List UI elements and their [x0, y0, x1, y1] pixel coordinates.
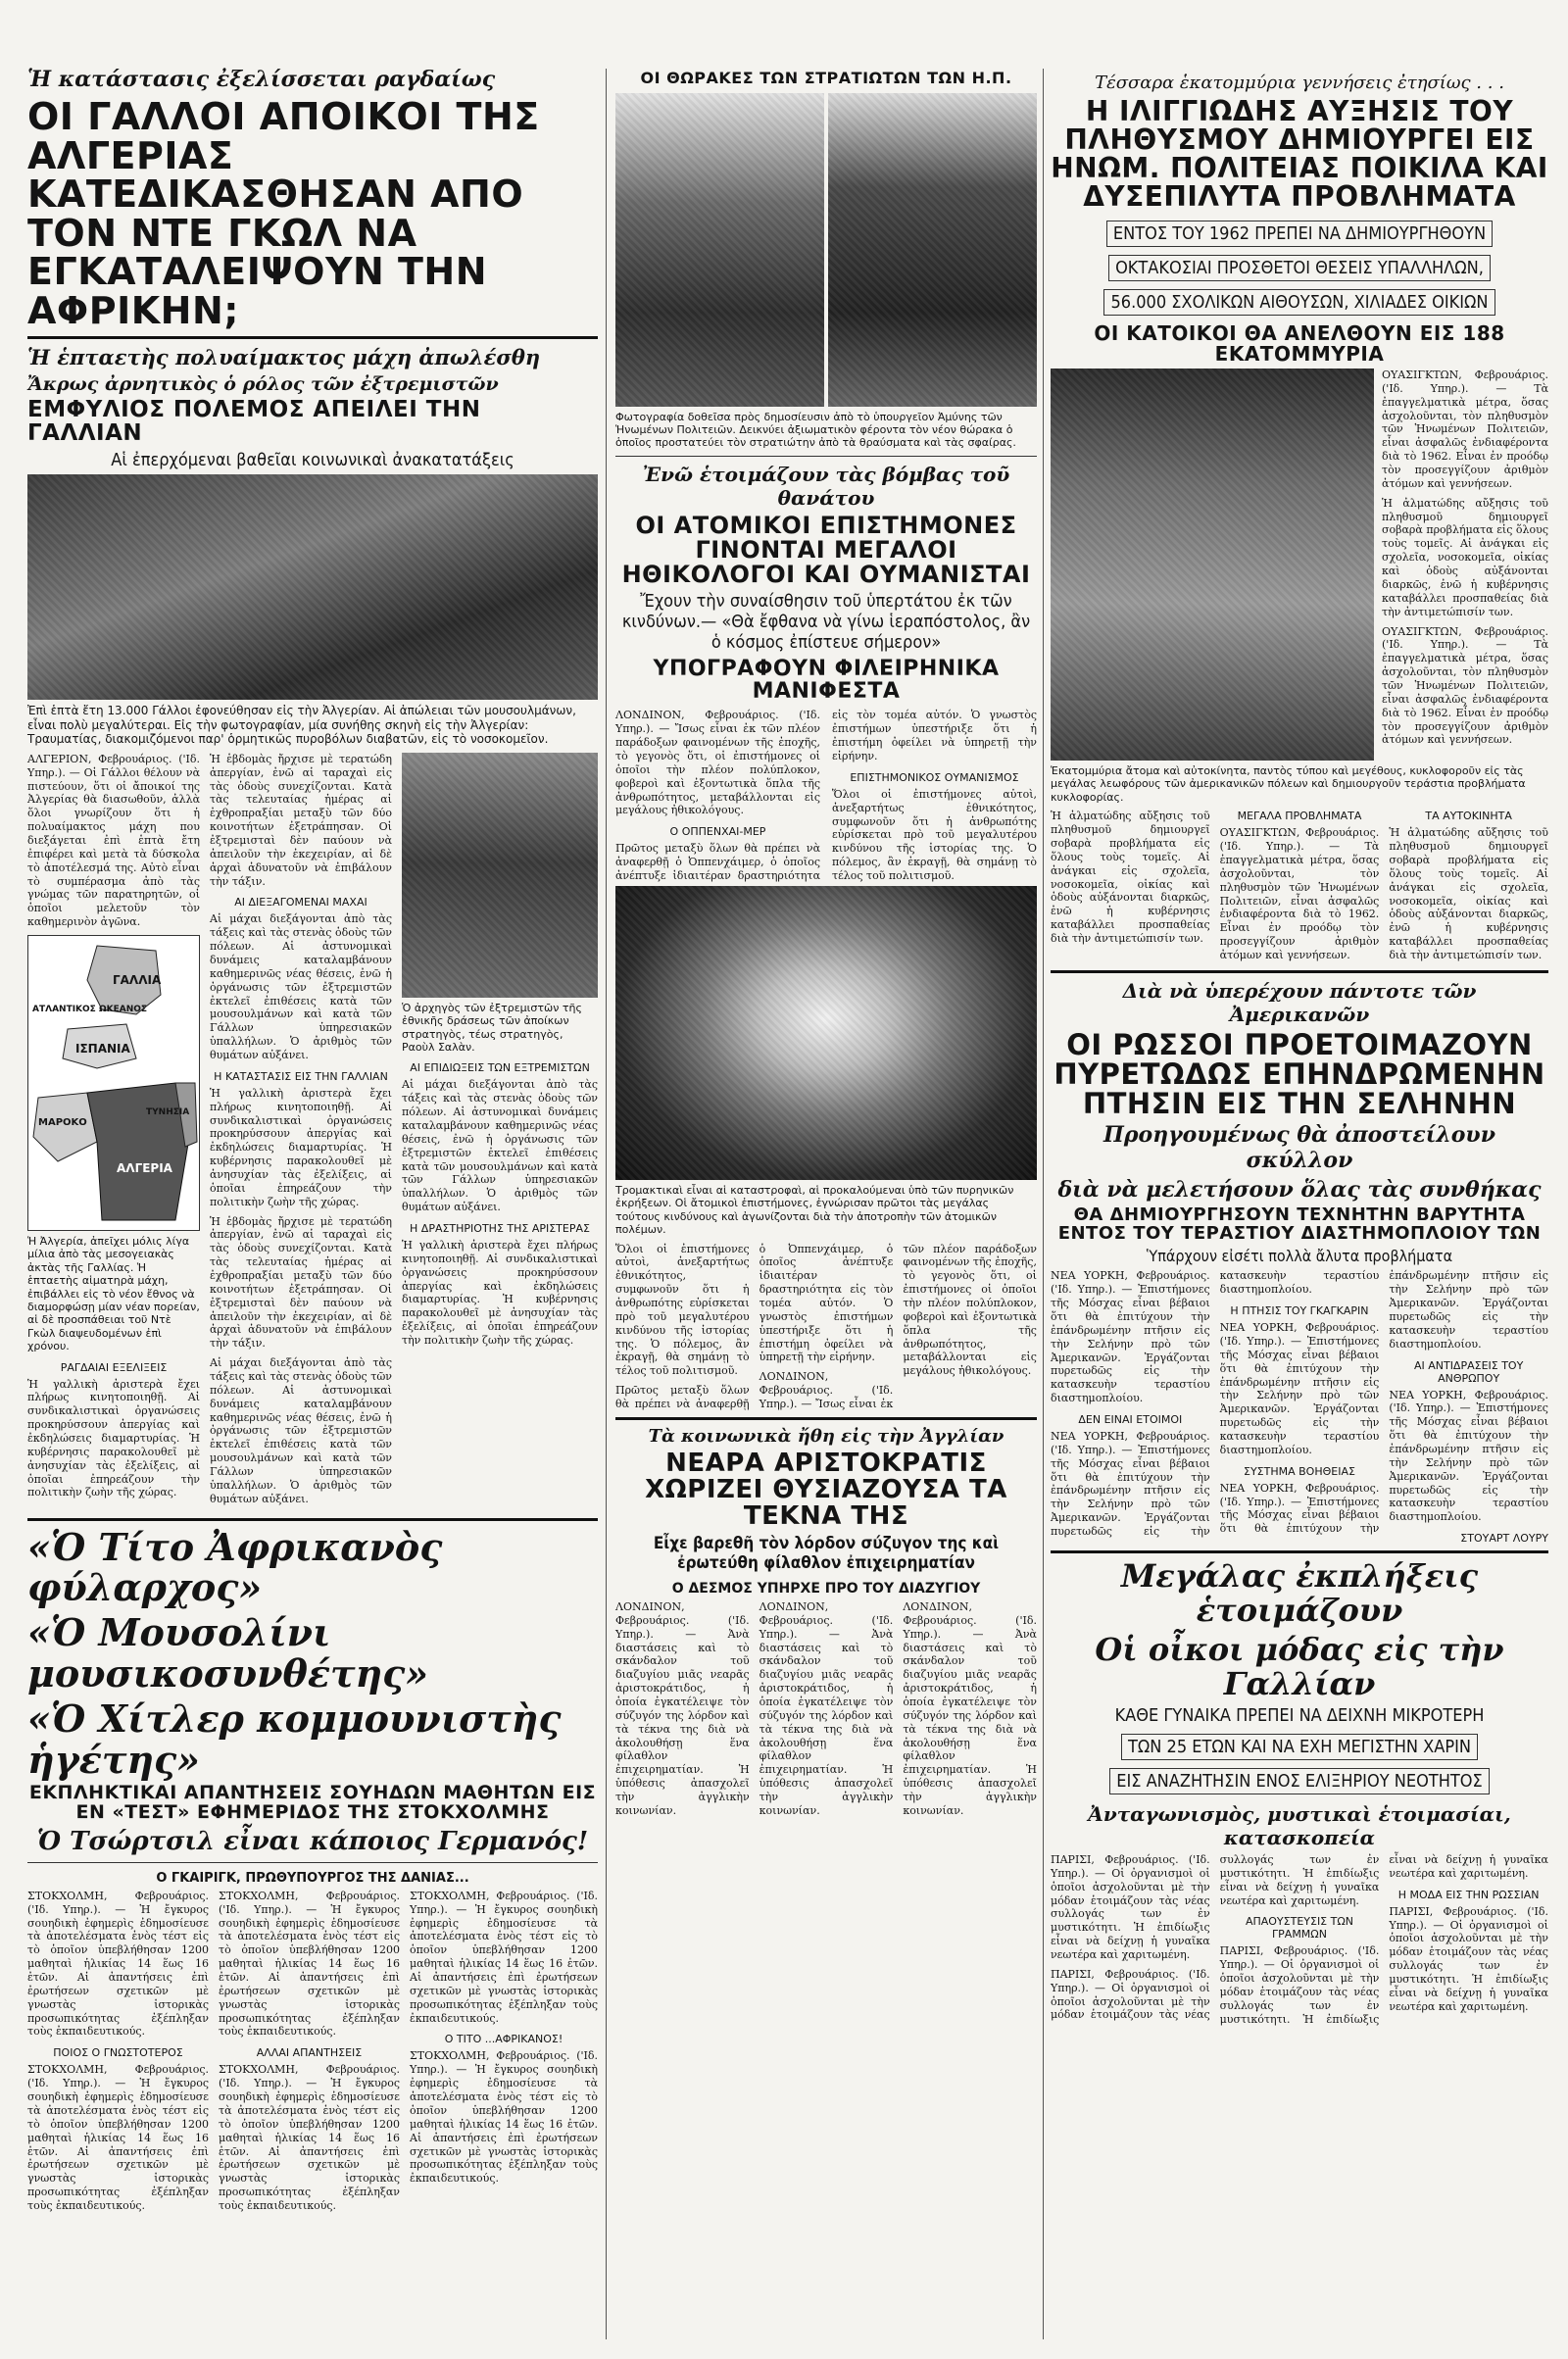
column-algeria	[27, 67, 598, 2219]
article-body: Ἡ ἑβδομὰς ἤρχισε μὲ τερατώδη ἀπεργίαν, ἐνῶ αἱ ταραχαὶ εἰς τὰς ὁδοὺς συνεχίζονται. Κατὰ τὰς τελευταίας ἡμέρας αἱ ἐχθροπραξίαι μεταξὺ τῶν δύο κοινοτήτων ἐξετράπησαν. Οἱ ἐξτρεμισταὶ δὲν παύουν νὰ ἀπειλοῦν τὴν ἐκεχειρίαν, αἱ δὲ ἀρχαὶ ἀδυνατοῦν νὰ ἐπιβάλουν τὴν τάξιν.	[210, 1214, 392, 1351]
article-deck: Ὁ Τσώρτσιλ εἶναι κάποιος Γερμανός!	[36, 1826, 589, 1856]
divider	[615, 1417, 1037, 1420]
article-body: ΠΑΡΙΣΙ, Φεβρουάριος. ('Ιδ. Υπηρ.). — Οἱ ὀργανισμοὶ οἱ ὁποῖοι ἀσχολοῦνται μὲ τὴν μόδαν ἑτοιμάζουν τὰς νέας συλλογάς των ἐν μυστικότητι. Ἡ ἐπιδίωξις εἶναι νὰ δείχνῃ ἡ γυναῖκα νεωτέρα καὶ χαριτωμένη.	[1051, 1852, 1210, 1961]
photo-caption: Τρομακτικαὶ εἶναι αἱ καταστροφαὶ, αἱ προκαλούμεναι ὑπὸ τῶν πυρηνικῶν ἐκρήξεων. Οἱ ἄτομικοὶ ἐπιστήμονες, ἐγνώρισαν πρῶτοι τὰς μεγάλας τούτους κινδύνους καὶ ἀγωνίζονται διὰ τὴν ἀποτροπὴν τῶν ἀτομικῶν πολέμων.	[615, 1183, 1014, 1237]
body-column	[1382, 369, 1548, 761]
body-column	[219, 1890, 400, 2219]
article-body: Ὅλοι οἱ ἐπιστήμονες αὐτοὶ, ἀνεξαρτήτως ἐθνικότητος, συμφωνοῦν ὅτι ἡ ἀνθρωπότης εὑρίσκεται πρὸ τοῦ μεγαλυτέρου κινδύνου τῆς ἱστορίας της. Ὁ πόλεμος, ἂν ἐκραγῇ, θὰ σημάνῃ τὸ τέλος τοῦ πολιτισμοῦ.	[832, 787, 1037, 883]
article-body: ΟΥΑΣΙΓΚΤΩΝ, Φεβρουάριος. ('Ιδ. Υπηρ.). — Τὰ ἐπαγγελματικὰ μέτρα, ὅσας ἀσχολοῦνται, τὸν πληθυσμὸν τῶν Ἡνωμένων Πολιτειῶν, εἶναι ἀσφαλῶς ἐνδιαφέροντα διὰ τὸ 1962. Εἶναι ἐν προόδῳ τὸν προσεγγίζουν ἀριθμὸν ἀτόμων καὶ γεννήσεων.	[1382, 369, 1548, 490]
map-label: ΤΥΝΗΣΙΑ	[146, 1106, 190, 1117]
section-subhead: ΠΟΙΟΣ Ο ΓΝΩΣΤΟΤΕΡΟΣ	[53, 2046, 183, 2060]
photo-nuclear-explosion	[615, 886, 1037, 1180]
article-body-block	[615, 709, 1037, 885]
section-subhead: Ο ΔΕΣΜΟΣ ΥΠΗΡΧΕ ΠΡΟ ΤΟΥ ΔΙΑΖΥΓΙΟΥ	[671, 1580, 981, 1597]
divider	[27, 336, 598, 339]
article-body: Ἡ ἀλματώδης αὔξησις τοῦ πληθυσμοῦ δημιουργεῖ σοβαρὰ προβλήματα εἰς ὅλους τοὺς τομεῖς. Αἱ ἀνάγκαι εἰς σχολεῖα, νοσοκομεῖα, οἰκίας καὶ ὁδοὺς αὐξάνονται διαρκῶς, ἐνῶ ἡ κυβέρνησις καταβάλλει προσπαθείας διὰ τὴν ἀντιμετώπισίν των.	[1051, 810, 1210, 945]
section-subhead: ΤΑ ΑΥΤΟΚΙΝΗΤΑ	[1425, 810, 1512, 823]
article-body-block	[1051, 1269, 1548, 1545]
article-deck-caps: ΕΚΠΛΗΚΤΙΚΑΙ ΑΠΑΝΤΗΣΕΙΣ ΣΟΥΗΔΩΝ ΜΑΘΗΤΩΝ ΕΙΣ ΕΝ «ΤΕΣΤ» ΕΦΗΜΕΡΙΔΟΣ ΤΗΣ ΣΤΟΚΧΟΛΜΗΣ	[28, 1782, 597, 1824]
article-body: ΣΤΟΚΧΟΛΜΗ, Φεβρουάριος. ('Ιδ. Υπηρ.). — Ἡ ἔγκυρος σουηδικὴ ἐφημερὶς ἐδημοσίευσε τὰ ἀποτελέσματα ἑνὸς τέστ εἰς τὸ ὁποῖον ὑπεβλήθησαν 1200 μαθηταὶ ἡλικίας 14 ἕως 16 ἐτῶν. Αἱ ἀπαντήσεις ἐπὶ ἐρωτήσεων σχετικῶν μὲ γνωστὰς ἱστορικὰς προσωπικότητας ἐξέπληξαν τοὺς ἐκπαιδευτικούς.	[219, 2063, 400, 2212]
article-deck: Ὑπάρχουν εἰσέτι πολλὰ ἄλυτα προβλήματα	[1146, 1247, 1453, 1266]
section-subhead: ΑΙ ΔΙΕΞΑΓΟΜΕΝΑΙ ΜΑΧΑΙ	[234, 896, 368, 909]
headline-quote: «Ὁ Χίτλερ κομμουνιστὴς ἡγέτης»	[27, 1696, 562, 1782]
photo-officer-back	[828, 93, 1037, 407]
article-deck: ΕΙΣ ΑΝΑΖΗΤΗΣΙΝ ΕΝΟΣ ΕΛΙΞΗΡΙΟΥ ΝΕΟΤΗΤΟΣ	[1109, 1768, 1490, 1794]
article-body: ΛΟΝΔΙΝΟΝ, Φεβρουάριος. ('Ιδ. Υπηρ.). — Ἀνὰ διαστάσεις καὶ τὸ σκάνδαλον τοῦ διαζυγίου μιᾶς νεαρᾶς ἀριστοκράτιδος, ἡ ὁποία ἐγκατέλειψε τὸν σύζυγόν της λόρδον καὶ τὰ τέκνα της διὰ νὰ ἀκολουθήσῃ ἕνα φίλαθλον ἐπιχειρηματίαν. Ἡ ὑπόθεσις ἀπασχολεῖ τὴν ἀγγλικὴν κοινωνίαν.	[903, 1599, 1037, 1817]
section-subhead: ΕΠΙΣΤΗΜΟΝΙΚΟΣ ΟΥΜΑΝΙΣΜΟΣ	[850, 770, 1019, 784]
article-deck-caps: ΘΑ ΔΗΜΙΟΥΡΓΗΣΟΥΝ ΤΕΧΝΗΤΗΝ ΒΑΡΥΤΗΤΑ ΕΝΤΟΣ ΤΟΥ ΤΕΡΑΣΤΙΟΥ ΔΙΑΣΤΗΜΟΠΛΟΙΟΥ ΤΩΝ	[1057, 1204, 1542, 1244]
article-deck: διὰ νὰ μελετήσουν ὅλας τὰς συνθήκας	[1057, 1176, 1542, 1203]
article-deck: Ἀνταγωνισμὸς, μυστικαὶ ἑτοιμασίαι, κατασκοπεία	[1088, 1801, 1511, 1849]
article-headline: Η ΙΛΙΓΓΙΩΔΗΣ ΑΥΞΗΣΙΣ ΤΟΥ ΠΛΗΘΥΣΜΟΥ ΔΗΜΙΟΥΡΓΕΙ ΕΙΣ ΗΝΩΜ. ΠΟΛΙΤΕΙΑΣ ΠΟΙΚΙΛΑ ΚΑΙ ΔΥΣΕΠΙΛΥΤΑ ΠΡΟΒΛΗΜΑΤΑ	[1051, 95, 1548, 214]
headline-quote: «Ὁ Μουσολίνι μουσικοσυνθέτης»	[27, 1610, 429, 1696]
article-headline: ΟΙ ΡΩΣΣΟΙ ΠΡΟΕΤΟΙΜΑΖΟΥΝ ΠΥΡΕΤΩΔΩΣ ΕΠΗΝΔΡΩΜΕΝΗΝ ΠΤΗΣΙΝ ΕΙΣ ΤΗΝ ΣΕΛΗΝΗΝ	[1054, 1027, 1545, 1120]
article-body: ΝΕΑ ΥΟΡΚΗ, Φεβρουάριος. ('Ιδ. Υπηρ.). — Ἐπιστήμονες τῆς Μόσχας εἶναι βέβαιοι ὅτι θὰ ἐπιτύχουν τὴν ἐπάνδρωμένην πτῆσιν εἰς τὴν Σελήνην πρὸ τῶν Ἀμερικανῶν. Ἐργάζονται πυρετωδῶς εἰς τὴν κατασκευὴν τεραστίου διαστημοπλοίου.	[1389, 1388, 1548, 1524]
body-column	[210, 753, 392, 1512]
article-deck-block	[1051, 217, 1548, 319]
article-deck-caps: ΥΠΟΓΡΑΦΟΥΝ ΦΙΛΕΙΡΗΝΙΚΑ ΜΑΝΙΦΕΣΤΑ	[653, 656, 1000, 704]
article-headline: ΝΕΑΡΑ ΑΡΙΣΤΟΚΡΑΤΙΣ ΧΩΡΙΖΕΙ ΘΥΣΙΑΖΟΥΣΑ ΤΑ ΤΕΚΝΑ ΤΗΣ	[645, 1448, 1007, 1531]
section-subhead: Η ΠΤΗΣΙΣ ΤΟΥ ΓΚΑΓΚΑΡΙΝ	[1230, 1304, 1369, 1318]
article-deck: 56.000 ΣΧΟΛΙΚΩΝ ΑΙΘΟΥΣΩΝ, ΧΙΛΙΑΔΕΣ ΟΙΚΙΩΝ	[1103, 289, 1494, 316]
section-subhead: ΔΕΝ ΕΙΝΑΙ ΕΤΟΙΜΟΙ	[1078, 1413, 1183, 1427]
article-body: ΣΤΟΚΧΟΛΜΗ, Φεβρουάριος. ('Ιδ. Υπηρ.). — Ἡ ἔγκυρος σουηδικὴ ἐφημερὶς ἐδημοσίευσε τὰ ἀποτελέσματα ἑνὸς τέστ εἰς τὸ ὁποῖον ὑπεβλήθησαν 1200 μαθηταὶ ἡλικίας 14 ἕως 16 ἐτῶν. Αἱ ἀπαντήσεις ἐπὶ ἐρωτήσεων σχετικῶν μὲ γνωστὰς ἱστορικὰς προσωπικότητας ἐξέπληξαν τοὺς ἐκπαιδευτικούς.	[27, 1889, 209, 2039]
divider	[27, 1518, 598, 1521]
photo-title: ΟΙ ΘΩΡΑΚΕΣ ΤΩΝ ΣΤΡΑΤΙΩΤΩΝ ΤΩΝ Η.Π.	[640, 69, 1012, 87]
section-subhead: ΑΛΛΑΙ ΑΠΑΝΤΗΣΕΙΣ	[256, 2046, 363, 2060]
section-subhead: ΑΙ ΑΝΤΙΔΡΑΣΕΙΣ ΤΟΥ ΑΝΘΡΩΠΟΥ	[1413, 1358, 1524, 1385]
article-body: ΛΟΝΔΙΝΟΝ, Φεβρουάριος. ('Ιδ. Υπηρ.). — Ἀνὰ διαστάσεις καὶ τὸ σκάνδαλον τοῦ διαζυγίου μιᾶς νεαρᾶς ἀριστοκράτιδος, ἡ ὁποία ἐγκατέλειψε τὸν σύζυγόν της λόρδον καὶ τὰ τέκνα της διὰ νὰ ἀκολουθήσῃ ἕνα φίλαθλον ἐπιχειρηματίαν. Ἡ ὑπόθεσις ἀπασχολεῖ τὴν ἀγγλικὴν κοινωνίαν.	[615, 1599, 750, 1817]
map-label: ΑΛΓΕΡΙΑ	[117, 1160, 172, 1175]
article-body-block	[1051, 369, 1548, 761]
article-body-block	[615, 1243, 1037, 1411]
article-body-block	[1051, 810, 1548, 963]
article-byline: ΣΤΟΥΑΡΤ ΛΟΥΡΥ	[1460, 1532, 1548, 1546]
article-kicker: Ἡ κατάστασις ἐξελίσσεται ραγδαίως	[27, 67, 496, 92]
body-column	[410, 1890, 598, 2219]
photo-caption: Ἐπὶ ἑπτὰ ἔτη 13.000 Γάλλοι ἐφονεύθησαν εἰς τὴν Ἀλγερίαν. Αἱ ἀπώλειαι τῶν μουσουλμάνων, εἶναι πολὺ μεγαλύτεραι. Εἰς τὴν φωτογραφίαν, μία συνήθης σκηνὴ εἰς τὴν Ἀλγερίαν: Τραυματίας, διακομιζόμενοι παρ' ὁρμητικῶς πυροβόλων διαβατῶν, εἰς τὸ νοσοκομεῖον.	[27, 703, 576, 747]
article-body: ΣΤΟΚΧΟΛΜΗ, Φεβρουάριος. ('Ιδ. Υπηρ.). — Ἡ ἔγκυρος σουηδικὴ ἐφημερὶς ἐδημοσίευσε τὰ ἀποτελέσματα ἑνὸς τέστ εἰς τὸ ὁποῖον ὑπεβλήθησαν 1200 μαθηταὶ ἡλικίας 14 ἕως 16 ἐτῶν. Αἱ ἀπαντήσεις ἐπὶ ἐρωτήσεων σχετικῶν μὲ γνωστὰς ἱστορικὰς προσωπικότητας ἐξέπληξαν τοὺς ἐκπαιδευτικούς.	[219, 1889, 400, 2039]
section-subhead: Ο ΤΙΤΟ ...ΑΦΡΙΚΑΝΟΣ!	[444, 2033, 564, 2046]
section-subhead: Η ΚΑΤΑΣΤΑΣΙΣ ΕΙΣ ΤΗΝ ΓΑΛΛΙΑΝ	[214, 1069, 388, 1083]
divider	[1051, 1550, 1548, 1553]
article-deck: ΚΑΘΕ ΓΥΝΑΙΚΑ ΠΡΕΠΕΙ ΝΑ ΔΕΙΧΝΗ ΜΙΚΡΟΤΕΡΗ	[1114, 1704, 1485, 1726]
article-headline: Μεγάλας ἐκπλήξεις ἑτοιμάζουν	[1120, 1557, 1479, 1630]
section-subhead: Η ΜΟΔΑ ΕΙΣ ΤΗΝ ΡΩΣΣΙΑΝ	[1397, 1888, 1540, 1901]
article-body: Ἡ ἑβδομὰς ἤρχισε μὲ τερατώδη ἀπεργίαν, ἐνῶ αἱ ταραχαὶ εἰς τὰς ὁδοὺς συνεχίζονται. Κατὰ τὰς τελευταίας ἡμέρας αἱ ἐχθροπραξίαι μεταξὺ τῶν δύο κοινοτήτων ἐξετράπησαν. Οἱ ἐξτρεμισταὶ δὲν παύουν νὰ ἀπειλοῦν τὴν ἐκεχειρίαν, αἱ δὲ ἀρχαὶ ἀδυνατοῦν νὰ ἐπιβάλουν τὴν τάξιν.	[210, 752, 392, 888]
photo-caption: Ἑκατομμύρια ἄτομα καὶ αὐτοκίνητα, παντὸς τύπου καὶ μεγέθους, κυκλοφοροῦν εἰς τὰς μεγάλας λεωφόρους τῶν ἀμερικανικῶν πόλεων καὶ δημιουργοῦν τεράστια προβλήματα κυκλοφορίας.	[1051, 764, 1526, 804]
article-body: ΠΑΡΙΣΙ, Φεβρουάριος. ('Ιδ. Υπηρ.). — Οἱ ὀργανισμοὶ οἱ ὁποῖοι ἀσχολοῦνται μὲ τὴν μόδαν ἑτοιμάζουν τὰς νέας συλλογάς των ἐν μυστικότητι. Ἡ ἐπιδίωξις εἶναι νὰ δείχνῃ ἡ γυναῖκα νεωτέρα καὶ χαριτωμένη.	[1219, 1852, 1548, 2026]
article-deck: Ἡ ἑπταετὴς πολυαίμακτος μάχη ἀπωλέσθη	[27, 345, 541, 370]
article-kicker: Τὰ κοινωνικὰ ἤθη εἰς τὴν Ἀγγλίαν	[648, 1425, 1004, 1447]
article-headline: ΟΙ ΓΑΛΛΟΙ ΑΠΟΙΚΟΙ ΤΗΣ ΑΛΓΕΡΙΑΣ ΚΑΤΕΔΙΚΑΣΘΗΣΑΝ ΑΠΟ ΤΟΝ ΝΤΕ ΓΚΩΛ ΝΑ ΕΓΚΑΤΑΛΕΙΨΟΥΝ ΤΗΝ ΑΦΡΙΚΗΝ;	[27, 95, 540, 332]
divider	[1051, 970, 1548, 973]
body-column	[27, 1890, 209, 2219]
map-label: ΓΑΛΛΙΑ	[113, 972, 162, 987]
article-body: Αἱ μάχαι διεξάγονται ἀπὸ τὰς τάξεις καὶ τὰς στενὰς ὁδοὺς τῶν πόλεων. Αἱ ἀστυνομικαὶ δυνάμεις καταλαμβάνουν καθημερινῶς νέας θέσεις, ἐνῶ ἡ ὀργάνωσις τῶν ἐξτρεμιστῶν ἐκτελεῖ ἐπιθέσεις κατὰ τῶν μουσουλμάνων καὶ κατὰ τῶν Γάλλων ὑπηρεσιακῶν ὑπαλλήλων. Ὁ ἀριθμὸς τῶν θυμάτων αὐξάνει.	[210, 912, 392, 1061]
article-body-block	[615, 1600, 1037, 1824]
article-deck-block	[1051, 1705, 1548, 1798]
article-kicker: Ἐνῶ ἑτοιμάζουν τὰς βόμβας τοῦ θανάτου	[642, 462, 1010, 510]
column-center	[615, 71, 1037, 1824]
article-body: Ἡ ἀλματώδης αὔξησις τοῦ πληθυσμοῦ δημιουργεῖ σοβαρὰ προβλήματα εἰς ὅλους τοὺς τομεῖς. Αἱ ἀνάγκαι εἰς σχολεῖα, νοσοκομεῖα, οἰκίας καὶ ὁδοὺς αὐξάνονται διαρκῶς, ἐνῶ ἡ κυβέρνησις καταβάλλει προσπαθείας διὰ τὴν ἀντιμετώπισίν των.	[1382, 496, 1548, 618]
article-body: ΝΕΑ ΥΟΡΚΗ, Φεβρουάριος. ('Ιδ. Υπηρ.). — Ἐπιστήμονες τῆς Μόσχας εἶναι βέβαιοι ὅτι θὰ ἐπιτύχουν τὴν ἐπάνδρωμένην πτῆσιν εἰς τὴν Σελήνην πρὸ τῶν Ἀμερικανῶν. Ἐργάζονται πυρετωδῶς εἰς τὴν κατασκευὴν τεραστίου διαστημοπλοίου.	[1219, 1321, 1380, 1456]
article-deck-caps: ΕΜΦΥΛΙΟΣ ΠΟΛΕΜΟΣ ΑΠΕΙΛΕΙ ΤΗΝ ΓΑΛΛΙΑΝ	[27, 397, 481, 446]
photo-caption: Φωτογραφία δοθεῖσα πρὸς δημοσίευσιν ἀπὸ τὸ ὑπουργεῖον Ἀμύνης τῶν Ἡνωμένων Πολιτειῶν. Δεικνύει ἀξιωματικὸν φέροντα τὸν νέον θώρακα ὁ ὁποῖος προστατεύει τὸν στρατιώτην ἀπὸ τὰ θραύσματα καὶ τὰς σφαίρας.	[615, 410, 1016, 450]
article-deck-caps: ΟΙ ΚΑΤΟΙΚΟΙ ΘΑ ΑΝΕΛΘΟΥΝ ΕΙΣ 188 ΕΚΑΤΟΜΜΥΡΙΑ	[1094, 321, 1505, 367]
article-body: ΑΛΓΕΡΙΟΝ, Φεβρουάριος. ('Ιδ. Υπηρ.). — Οἱ Γάλλοι θέλουν νὰ πιστεύουν, ὅτι οἱ ἄποικοί της Ἀλγερίας θὰ διασωθοῦν, ἀλλὰ ὅλοι γνωρίζουν ὅτι ἡ πολυαίμακτος μάχη που διεξάγεται ἐπὶ ἑπτὰ ἔτη ἐπιφέρει καὶ μετὰ τὰ δύσκολα τὸ ἀποτέλεσμά της. Αὐτὸ εἶναι τὸ συμπέρασμα ἀπὸ τὰς γνώμας τῶν παρατηρητῶν, οἱ ὁποῖοι μελετοῦν τὸν καθημερινὸν ἀγῶνα.	[27, 752, 200, 929]
article-body: ΛΟΝΔΙΝΟΝ, Φεβρουάριος. ('Ιδ. Υπηρ.). — Ἴσως εἶναι ἐκ τῶν πλέον παράδοξων φαινομένων τῆς ἐποχῆς, τὸ γεγονὸς ὅτι, οἱ ἐπιστήμονες οἱ ὁποῖοι τὴν πλέον πολύπλοκον, φοβεροὶ καὶ ἐξοντωτικὰ ὅπλα τῆς ἀνθρωπότητος, μεταβάλλονται εἰς μεγάλους ἠθικολόγους.	[759, 1242, 1037, 1410]
article-body: Πρῶτος μεταξὺ ὅλων θὰ πρέπει νὰ ἀναφερθῇ ὁ Ὀππενχάιμερ, ὁ ὁποῖος ἀνέπτυξε ἰδιαιτέραν δραστηριότητα εἰς τὸν τομέα αὐτόν. Ὁ γνωστὸς ἐπιστήμων ὑπεστήριξε ὅτι ἡ ἐπιστήμη ὀφείλει νὰ ὑπηρετῇ τὴν εἰρήνην.	[615, 709, 1037, 883]
map-algeria	[27, 935, 200, 1231]
article-body: ΟΥΑΣΙΓΚΤΩΝ, Φεβρουάριος. ('Ιδ. Υπηρ.). — Τὰ ἐπαγγελματικὰ μέτρα, ὅσας ἀσχολοῦνται, τὸν πληθυσμὸν τῶν Ἡνωμένων Πολιτειῶν, εἶναι ἀσφαλῶς ἐνδιαφέροντα διὰ τὸ 1962. Εἶναι ἐν προόδῳ τὸν προσεγγίζουν ἀριθμὸν ἀτόμων καὶ γεννήσεων.	[1382, 624, 1548, 747]
article-body: ΛΟΝΔΙΝΟΝ, Φεβρουάριος. ('Ιδ. Υπηρ.). — Ἀνὰ διαστάσεις καὶ τὸ σκάνδαλον τοῦ διαζυγίου μιᾶς νεαρᾶς ἀριστοκράτιδος, ἡ ὁποία ἐγκατέλειψε τὸν σύζυγόν της λόρδον καὶ τὰ τέκνα της διὰ νὰ ἀκολουθήσῃ ἕνα φίλαθλον ἐπιχειρηματίαν. Ἡ ὑπόθεσις ἀπασχολεῖ τὴν ἀγγλικὴν κοινωνίαν.	[759, 1599, 894, 1817]
article-body: Ἡ γαλλικὴ ἀριστερὰ ἔχει πλήρως κινητοποιηθῇ. Αἱ συνδικαλιστικαὶ ὀργανώσεις προκηρύσσουν ἀπεργίας καὶ ἐκδηλώσεις διαμαρτυρίας. Ἡ κυβέρνησις παρακολουθεῖ μὲ ἀνησυχίαν τὰς ἐξελίξεις, αἱ ὁποῖαι ἐπηρεάζουν τὴν πολιτικὴν ζωὴν τῆς χώρας.	[27, 1377, 200, 1499]
map-label: ΙΣΠΑΝΙΑ	[75, 1041, 130, 1056]
article-kicker: Τέσσαρα ἑκατομμύρια γεννήσεις ἐτησίως . . .	[1095, 73, 1504, 93]
article-body: ΠΑΡΙΣΙ, Φεβρουάριος. ('Ιδ. Υπηρ.). — Οἱ ὀργανισμοὶ οἱ ὁποῖοι ἀσχολοῦνται μὲ τὴν μόδαν ἑτοιμάζουν τὰς νέας συλλογάς των ἐν μυστικότητι. Ἡ ἐπιδίωξις εἶναι νὰ δείχνῃ ἡ γυναῖκα νεωτέρα καὶ χαριτωμένη.	[1051, 1852, 1380, 2022]
map-caption: Ἡ Ἀλγερία, ἀπεῖχει μόλις λίγα μίλια ἀπὸ τὰς μεσογειακὰς ἀκτὰς τῆς Γαλλίας. Ἡ ἑπταετὴς αἱματηρὰ μάχη, ἐπιβάλλει εἰς τὸ νέον ἔθνος νὰ διαμορφώσῃ μίαν νέαν πορείαν, αἱ δὲ προσπάθειαι τοῦ Ντὲ Γκὼλ διαψευδομένων ἐπὶ χρόνου.	[27, 1234, 200, 1353]
article-body: Ἡ γαλλικὴ ἀριστερὰ ἔχει πλήρως κινητοποιηθῇ. Αἱ συνδικαλιστικαὶ ὀργανώσεις προκηρύσσουν ἀπεργίας καὶ ἐκδηλώσεις διαμαρτυρίας. Ἡ κυβέρνησις παρακολουθεῖ μὲ ἀνησυχίαν τὰς ἐξελίξεις, αἱ ὁποῖαι ἐπηρεάζουν τὴν πολιτικὴν ζωὴν τῆς χώρας.	[402, 1239, 598, 1348]
section-subhead: ΜΕΓΑΛΑ ΠΡΟΒΛΗΜΑΤΑ	[1237, 810, 1362, 823]
section-subhead: Ο ΟΠΠΕΝΧΑΙ-ΜΕΡ	[669, 825, 766, 839]
section-subhead: ΑΙ ΕΠΙΔΙΩΞΕΙΣ ΤΩΝ ΕΞΤΡΕΜΙΣΤΩΝ	[410, 1061, 590, 1075]
article-deck: Ἄκρως ἀρνητικὸς ὁ ρόλος τῶν ἐξτρεμιστῶν	[27, 373, 499, 396]
article-deck: Αἱ ἐπερχόμεναι βαθεῖαι κοινωνικαὶ ἀνακατατάξεις	[111, 449, 514, 470]
divider	[615, 456, 1037, 457]
section-subhead: ΑΠΑΟΥΣΤΕΥΣΙΣ ΤΩΝ ΓΡΑΜΜΩΝ	[1245, 1915, 1353, 1941]
article-body: Πρῶτος μεταξὺ ὅλων θὰ πρέπει νὰ ἀναφερθῇ ὁ Ὀππενχάιμερ, ὁ ὁποῖος ἀνέπτυξε ἰδιαιτέραν δραστηριότητα εἰς τὸν τομέα αὐτόν. Ὁ γνωστὸς ἐπιστήμων ὑπεστήριξε ὅτι ἡ ἐπιστήμη ὀφείλει νὰ ὑπηρετῇ τὴν εἰρήνην.	[615, 1242, 894, 1410]
article-body: ΝΕΑ ΥΟΡΚΗ, Φεβρουάριος. ('Ιδ. Υπηρ.). — Ἐπιστήμονες τῆς Μόσχας εἶναι βέβαιοι ὅτι θὰ ἐπιτύχουν τὴν ἐπάνδρωμένην πτῆσιν εἰς τὴν Σελήνην πρὸ τῶν Ἀμερικανῶν. Ἐργάζονται πυρετωδῶς εἰς τὴν κατασκευὴν τεραστίου διαστημοπλοίου.	[1219, 1269, 1548, 1536]
article-body-block	[27, 753, 598, 1512]
article-body: Ἡ ἀλματώδης αὔξησις τοῦ πληθυσμοῦ δημιουργεῖ σοβαρὰ προβλήματα εἰς ὅλους τοὺς τομεῖς. Αἱ ἀνάγκαι εἰς σχολεῖα, νοσοκομεῖα, οἰκίας καὶ ὁδοὺς αὐξάνονται διαρκῶς, ἐνῶ ἡ κυβέρνησις καταβάλλει προσπαθείας διὰ τὴν ἀντιμετώπισίν των.	[1389, 826, 1548, 961]
map-label: ΑΤΛΑΝΤΙΚΟΣ ΩΚΕΑΝΟΣ	[32, 1004, 148, 1014]
photo-pair	[615, 93, 1037, 407]
article-deck: Προηγουμένως θὰ ἀποστείλουν σκύλλον	[1103, 1121, 1495, 1173]
divider	[27, 1862, 598, 1863]
article-deck: Εἶχε βαρεθῆ τὸν λόρδον σύζυγον της καὶ ἐρωτεύθη φίλαθλον ἐπιχειρηματίαν	[653, 1533, 1000, 1573]
column-right	[1051, 69, 1548, 2027]
photo-officer-front	[615, 93, 824, 407]
article-headline: ΟΙ ΑΤΟΜΙΚΟΙ ΕΠΙΣΤΗΜΟΝΕΣ ΓΙΝΟΝΤΑΙ ΜΕΓΑΛΟΙ ΗΘΙΚΟΛΟΓΟΙ ΚΑΙ ΟΥΜΑΝΙΣΤΑΙ	[621, 511, 1031, 588]
headline-quote: «Ὁ Τίτο Ἀφρικανὸς φύλαρχος»	[27, 1524, 443, 1610]
article-body: ΟΥΑΣΙΓΚΤΩΝ, Φεβρουάριος. ('Ιδ. Υπηρ.). — Τὰ ἐπαγγελματικὰ μέτρα, ὅσας ἀσχολοῦνται, τὸν πληθυσμὸν τῶν Ἡνωμένων Πολιτειῶν, εἶναι ἀσφαλῶς ἐνδιαφέροντα διὰ τὸ 1962. Εἶναι ἐν προόδῳ τὸν προσεγγίζουν ἀριθμὸν ἀτόμων καὶ γεννήσεων.	[1219, 826, 1380, 961]
column-divider	[1043, 69, 1044, 2339]
article-body: ΣΤΟΚΧΟΛΜΗ, Φεβρουάριος. ('Ιδ. Υπηρ.). — Ἡ ἔγκυρος σουηδικὴ ἐφημερὶς ἐδημοσίευσε τὰ ἀποτελέσματα ἑνὸς τέστ εἰς τὸ ὁποῖον ὑπεβλήθησαν 1200 μαθηταὶ ἡλικίας 14 ἕως 16 ἐτῶν. Αἱ ἀπαντήσεις ἐπὶ ἐρωτήσεων σχετικῶν μὲ γνωστὰς ἱστορικὰς προσωπικότητας ἐξέπληξαν τοὺς ἐκπαιδευτικούς.	[410, 2049, 598, 2186]
article-body-block	[1051, 1853, 1548, 2027]
section-subhead: ΡΑΓΔΑΙΑΙ ΕΞΕΛΙΞΕΙΣ	[60, 1360, 168, 1374]
article-body: Ἡ γαλλικὴ ἀριστερὰ ἔχει πλήρως κινητοποιηθῇ. Αἱ συνδικαλιστικαὶ ὀργανώσεις προκηρύσσουν ἀπεργίας καὶ ἐκδηλώσεις διαμαρτυρίας. Ἡ κυβέρνησις παρακολουθεῖ μὲ ἀνησυχίαν τὰς ἐξελίξεις, αἱ ὁποῖαι ἐπηρεάζουν τὴν πολιτικὴν ζωὴν τῆς χώρας.	[210, 1086, 392, 1208]
photo-caption: Ὁ ἀρχηγὸς τῶν ἐξτρεμιστῶν τῆς ἐθνικῆς δράσεως τῶν ἀποίκων στρατηγὸς, τέως στρατηγὸς, Ραοὺλ Σαλὰν.	[402, 1001, 582, 1054]
article-deck: ΕΝΤΟΣ ΤΟΥ 1962 ΠΡΕΠΕΙ ΝΑ ΔΗΜΙΟΥΡΓΗΘΟΥΝ	[1106, 221, 1493, 247]
section-subhead: ΣΥΣΤΗΜΑ ΒΟΗΘΕΙΑΣ	[1244, 1464, 1355, 1478]
article-body-block	[27, 1890, 598, 2219]
article-body: ΠΑΡΙΣΙ, Φεβρουάριος. ('Ιδ. Υπηρ.). — Οἱ ὀργανισμοὶ οἱ ὁποῖοι ἀσχολοῦνται μὲ τὴν μόδαν ἑτοιμάζουν τὰς νέας συλλογάς των ἐν μυστικότητι. Ἡ ἐπιδίωξις εἶναι νὰ δείχνῃ ἡ γυναῖκα νεωτέρα καὶ χαριτωμένη.	[1389, 1904, 1548, 2013]
body-column	[402, 753, 598, 1512]
photo-traffic-cars	[1051, 369, 1374, 761]
article-body: Αἱ μάχαι διεξάγονται ἀπὸ τὰς τάξεις καὶ τὰς στενὰς ὁδοὺς τῶν πόλεων. Αἱ ἀστυνομικαὶ δυνάμεις καταλαμβάνουν καθημερινῶς νέας θέσεις, ἐνῶ ἡ ὀργάνωσις τῶν ἐξτρεμιστῶν ἐκτελεῖ ἐπιθέσεις κατὰ τῶν μουσουλμάνων καὶ κατὰ τῶν Γάλλων ὑπηρεσιακῶν ὑπαλλήλων. Ὁ ἀριθμὸς τῶν θυμάτων αὐξάνει.	[210, 1356, 392, 1505]
photo-general-salan	[402, 753, 598, 998]
article-body: ΝΕΑ ΥΟΡΚΗ, Φεβρουάριος. ('Ιδ. Υπηρ.). — Ἐπιστήμονες τῆς Μόσχας εἶναι βέβαιοι ὅτι θὰ ἐπιτύχουν τὴν ἐπάνδρωμένην πτῆσιν εἰς τὴν Σελήνην πρὸ τῶν Ἀμερικανῶν. Ἐργάζονται πυρετωδῶς εἰς τὴν κατασκευὴν τεραστίου διαστημοπλοίου.	[1051, 1269, 1210, 1405]
article-body: ΣΤΟΚΧΟΛΜΗ, Φεβρουάριος. ('Ιδ. Υπηρ.). — Ἡ ἔγκυρος σουηδικὴ ἐφημερὶς ἐδημοσίευσε τὰ ἀποτελέσματα ἑνὸς τέστ εἰς τὸ ὁποῖον ὑπεβλήθησαν 1200 μαθηταὶ ἡλικίας 14 ἕως 16 ἐτῶν. Αἱ ἀπαντήσεις ἐπὶ ἐρωτήσεων σχετικῶν μὲ γνωστὰς ἱστορικὰς προσωπικότητας ἐξέπληξαν τοὺς ἐκπαιδευτικούς.	[410, 1889, 598, 2025]
section-subhead: Η ΔΡΑΣΤΗΡΙΟΤΗΣ ΤΗΣ ΑΡΙΣΤΕΡΑΣ	[410, 1222, 590, 1235]
article-body: ΛΟΝΔΙΝΟΝ, Φεβρουάριος. ('Ιδ. Υπηρ.). — Ἴσως εἶναι ἐκ τῶν πλέον παράδοξων φαινομένων τῆς ἐποχῆς, τὸ γεγονὸς ὅτι, οἱ ἐπιστήμονες οἱ ὁποῖοι τὴν πλέον πολύπλοκον, φοβεροὶ καὶ ἐξοντωτικὰ ὅπλα τῆς ἀνθρωπότητος, μεταβάλλονται εἰς μεγάλους ἠθικολόγους.	[615, 709, 820, 817]
map-label: ΜΑΡΟΚΟ	[38, 1116, 87, 1128]
article-kicker: Διὰ νὰ ὑπερέχουν πάντοτε τῶν Ἀμερικανῶν	[1122, 978, 1477, 1026]
column-divider	[606, 69, 607, 2339]
article-body: ΝΕΑ ΥΟΡΚΗ, Φεβρουάριος. ('Ιδ. Υπηρ.). — Ἐπιστήμονες τῆς Μόσχας εἶναι βέβαιοι ὅτι θὰ ἐπιτύχουν τὴν ἐπάνδρωμένην πτῆσιν εἰς τὴν Σελήνην πρὸ τῶν Ἀμερικανῶν. Ἐργάζονται πυρετωδῶς εἰς τὴν κατασκευὴν τεραστίου διαστημοπλοίου.	[1051, 1269, 1380, 1539]
article-deck: Ἔχουν τὴν συναίσθησιν τοῦ ὑπερτάτου ἐκ τῶν κινδύνων.— «Θὰ ἔφθανα νὰ γίνω ἱεραπόστολος, ἂν ὁ κόσμος ἐπίστευε σήμερον»	[621, 590, 1031, 653]
article-body: Ὅλοι οἱ ἐπιστήμονες αὐτοὶ, ἀνεξαρτήτως ἐθνικότητος, συμφωνοῦν ὅτι ἡ ἀνθρωπότης εὑρίσκεται πρὸ τοῦ μεγαλυτέρου κινδύνου τῆς ἱστορίας της. Ὁ πόλεμος, ἂν ἐκραγῇ, θὰ σημάνῃ τὸ τέλος τοῦ πολιτισμοῦ.	[615, 1242, 750, 1378]
article-body: ΣΤΟΚΧΟΛΜΗ, Φεβρουάριος. ('Ιδ. Υπηρ.). — Ἡ ἔγκυρος σουηδικὴ ἐφημερὶς ἐδημοσίευσε τὰ ἀποτελέσματα ἑνὸς τέστ εἰς τὸ ὁποῖον ὑπεβλήθησαν 1200 μαθηταὶ ἡλικίας 14 ἕως 16 ἐτῶν. Αἱ ἀπαντήσεις ἐπὶ ἐρωτήσεων σχετικῶν μὲ γνωστὰς ἱστορικὰς προσωπικότητας ἐξέπληξαν τοὺς ἐκπαιδευτικούς.	[27, 2063, 209, 2212]
body-column	[27, 753, 200, 1512]
photo-algeria-street	[27, 474, 598, 700]
article-deck: ΤΩΝ 25 ΕΤΩΝ ΚΑΙ ΝΑ ΕΧΗ ΜΕΓΙΣΤΗΝ ΧΑΡΙΝ	[1121, 1734, 1478, 1760]
article-body: Αἱ μάχαι διεξάγονται ἀπὸ τὰς τάξεις καὶ τὰς στενὰς ὁδοὺς τῶν πόλεων. Αἱ ἀστυνομικαὶ δυνάμεις καταλαμβάνουν καθημερινῶς νέας θέσεις, ἐνῶ ἡ ὀργάνωσις τῶν ἐξτρεμιστῶν ἐκτελεῖ ἐπιθέσεις κατὰ τῶν μουσουλμάνων καὶ κατὰ τῶν Γάλλων ὑπηρεσιακῶν ὑπαλλήλων. Ὁ ἀριθμὸς τῶν θυμάτων αὐξάνει.	[402, 1078, 598, 1214]
section-subhead: Ο ΓΚΑΙΡΙΓΚ, ΠΡΩΘΥΠΟΥΡΓΟΣ ΤΗΣ ΔΑΝΙΑΣ...	[156, 1870, 469, 1886]
article-headline: Οἱ οἶκοι μόδας εἰς τὴν Γαλλίαν	[1095, 1630, 1504, 1702]
article-deck: ΟΚΤΑΚΟΣΙΑΙ ΠΡΟΣΘΕΤΟΙ ΘΕΣΕΙΣ ΥΠΑΛΛΗΛΩΝ,	[1108, 255, 1491, 281]
